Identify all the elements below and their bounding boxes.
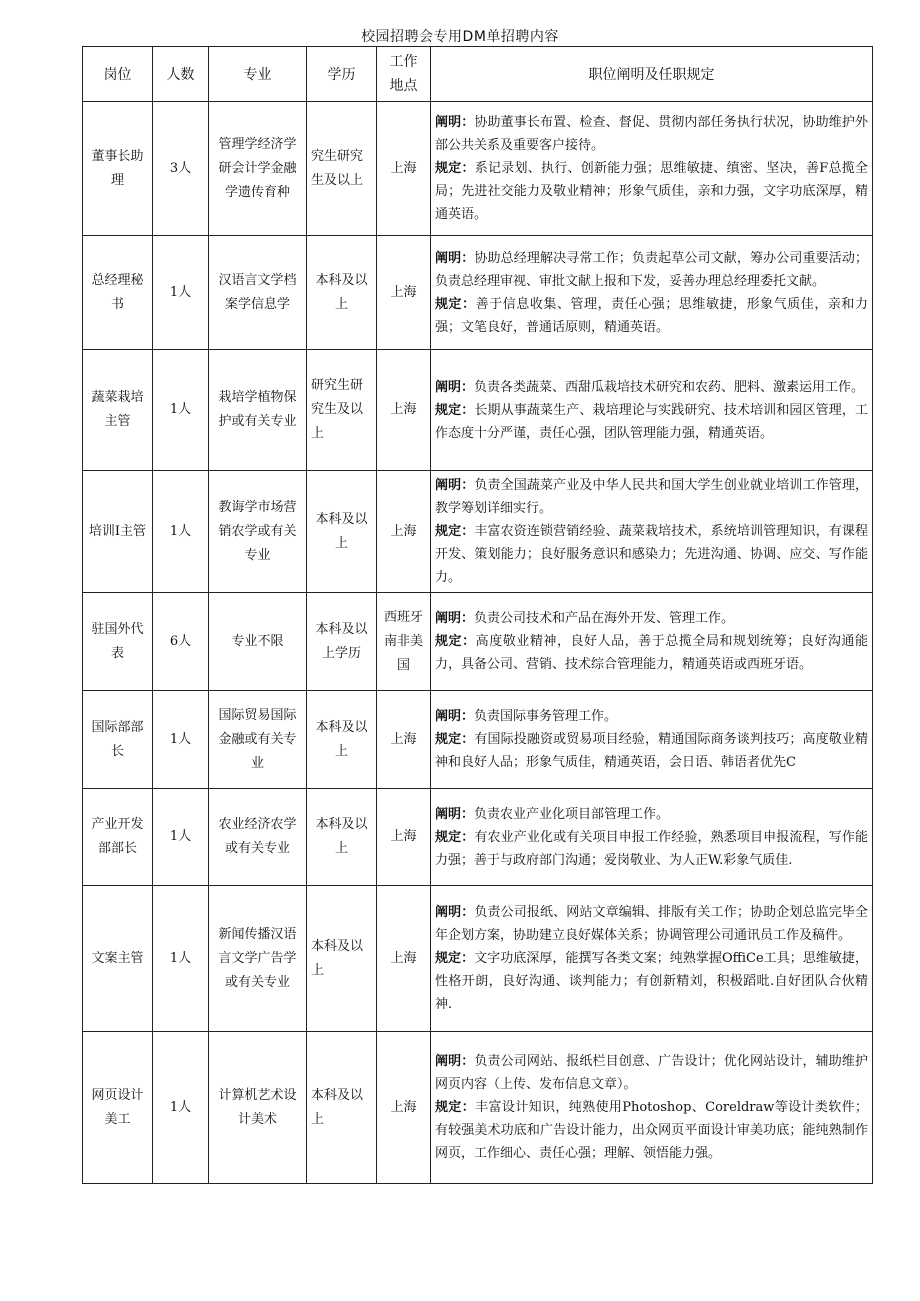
req-text: 高度敬业精神，良好人品，善于总揽全局和规划统筹；良好沟通能力，具备公司、营销、技术综合管理能力，精通英语或西班牙语。 (435, 634, 868, 672)
cell-position: 驻国外代表 (83, 593, 153, 691)
req-label: 规定： (435, 161, 475, 176)
table-row (83, 886, 873, 1032)
cell-location: 上海 (377, 350, 431, 471)
cell-location: 上海 (377, 691, 431, 789)
req-label: 规定： (435, 634, 476, 649)
cell-count: 1人 (153, 350, 209, 471)
description-paragraph (435, 474, 868, 520)
cell-count: 1人 (153, 886, 209, 1032)
desc-label: 阐明： (435, 1054, 475, 1069)
desc-label: 阐明： (435, 478, 475, 493)
cell-location: 上海 (377, 236, 431, 350)
req-text: 善于信息收集、管理，责任心强；思维敏捷，形象气质佳，亲和力强；文笔良好，普通话原则，精通英语。 (435, 296, 868, 335)
cell-description (431, 593, 873, 691)
desc-text: 负责农业产业化项目部管理工作。 (474, 806, 670, 822)
cell-education: 本科及以上学历 (307, 593, 377, 691)
header-location-line2: 地点 (389, 78, 418, 94)
cell-position: 产业开发部部长 (83, 789, 153, 886)
requirement-paragraph (435, 293, 868, 339)
desc-label: 阐明： (435, 250, 475, 266)
cell-description (431, 350, 873, 471)
requirement-paragraph (435, 399, 868, 445)
cell-position: 国际部部长 (83, 691, 153, 789)
header-description: 职位阐明及任职规定 (431, 47, 873, 102)
cell-education: 究生研究生及以上 (307, 102, 377, 236)
description-paragraph (435, 1050, 868, 1096)
cell-major: 栽培学植物保护或有关专业 (209, 350, 307, 471)
req-label: 规定： (435, 1100, 476, 1115)
description-paragraph (435, 607, 868, 630)
cell-location: 上海 (377, 102, 431, 236)
cell-count: 6人 (153, 593, 209, 691)
req-label: 规定： (435, 829, 475, 845)
cell-description (431, 886, 873, 1032)
cell-count: 1人 (153, 1032, 209, 1184)
desc-text: 负责各类蔬菜、西甜瓜栽培技术研究和农药、肥料、激素运用工作。 (474, 379, 865, 395)
req-text: 丰富农资连锁营销经验、蔬菜栽培技术，系统培训管理知识，有课程开发、策划能力；良好服务意识和感染力；先进沟通、协调、应交、写作能力。 (435, 524, 868, 585)
header-education: 学历 (307, 47, 377, 102)
desc-label: 阐明： (435, 115, 475, 130)
cell-count: 1人 (153, 471, 209, 593)
cell-education: 本科及以上 (307, 1032, 377, 1184)
table-row (83, 236, 873, 350)
req-label: 规定： (435, 296, 476, 312)
description-paragraph (435, 247, 868, 293)
requirement-paragraph (435, 630, 868, 676)
page-title: 校园招聘会专用DM单招聘内容 (361, 29, 559, 45)
cell-education: 本科及以上 (307, 886, 377, 1032)
req-text: 有国际投融资或贸易项目经验，精通国际商务谈判技巧；高度敬业精神和良好人品；形象气质佳，精通英语，会日语、韩语者优先C (435, 732, 868, 770)
description-paragraph (435, 111, 868, 157)
desc-text: 负责公司报纸、网站文章编辑、排版有关工作；协助企划总监完毕全年企划方案，协助建立良好媒体关系；协调管理公司通讯员工作及稿件。 (435, 905, 868, 943)
cell-major: 农业经济农学或有关专业 (209, 789, 307, 886)
cell-major: 汉语言文学档案学信息学 (209, 236, 307, 350)
cell-description (431, 789, 873, 886)
cell-description (431, 471, 873, 593)
desc-text: 负责公司技术和产品在海外开发、管理工作。 (474, 611, 735, 626)
table-row (83, 593, 873, 691)
desc-label: 阐明： (435, 709, 475, 724)
table-row (83, 350, 873, 471)
req-text: 系记录划、执行、创新能力强；思维敏捷、缜密、坚决，善F总揽全局；先进社交能力及敬业精神；形象气质佳，亲和力强，文字功底深厚，精通英语。 (435, 161, 868, 222)
cell-position: 网页设计美工 (83, 1032, 153, 1184)
desc-label: 阐明： (435, 379, 475, 395)
cell-education: 本科及以上 (307, 789, 377, 886)
recruitment-table (82, 46, 873, 1184)
cell-position: 培训I主管 (83, 471, 153, 593)
table-header-row (83, 47, 873, 102)
description-paragraph (435, 803, 868, 826)
cell-location: 上海 (377, 886, 431, 1032)
desc-label: 阐明： (435, 905, 475, 920)
cell-position: 蔬菜栽培主管 (83, 350, 153, 471)
cell-major: 管理学经济学研会计学金融学遗传育种 (209, 102, 307, 236)
cell-count: 3人 (153, 102, 209, 236)
cell-major: 教诲学市场营销农学或有关专业 (209, 471, 307, 593)
req-label: 规定： (435, 402, 475, 418)
cell-description (431, 1032, 873, 1184)
desc-text: 协助总经理解决寻常工作；负责起草公司文献，筹办公司重要活动；负责总经理审视、审批文献上报和下发，妥善办理总经理委托文献。 (435, 250, 868, 289)
cell-major: 新闻传播汉语言文学广告学或有关专业 (209, 886, 307, 1032)
description-paragraph (435, 901, 868, 947)
desc-text: 负责公司网站、报纸栏目创意、广告设计；优化网站设计，辅助维护网页内容（上传、发布信息文章）。 (435, 1054, 868, 1092)
table-row (83, 789, 873, 886)
requirement-paragraph (435, 947, 868, 1016)
cell-location: 上海 (377, 789, 431, 886)
req-text: 有农业产业化或有关项目申报工作经验，熟悉项目申报流程，写作能力强；善于与政府部门沟通；爱岗敬业、为人正W.彩象气质佳. (435, 829, 868, 868)
requirement-paragraph (435, 826, 868, 872)
cell-education: 本科及以上 (307, 471, 377, 593)
requirement-paragraph (435, 520, 868, 589)
req-text: 文字功底深厚，能撰写各类文案；纯熟掌握OffiCe工具；思维敏捷，性格开朗，良好沟通、谈判能力；有创新精刘，积极蹈吡.自好团队合伙精神. (435, 951, 868, 1012)
requirement-paragraph (435, 157, 868, 226)
cell-education: 本科及以上 (307, 236, 377, 350)
cell-position: 文案主管 (83, 886, 153, 1032)
cell-count: 1人 (153, 691, 209, 789)
table-row (83, 691, 873, 789)
desc-label: 阐明： (435, 611, 475, 626)
description-paragraph (435, 376, 868, 399)
cell-location: 上海 (377, 471, 431, 593)
cell-position: 总经理秘书 (83, 236, 153, 350)
req-text: 长期从事蔬菜生产、栽培理论与实践研究、技术培训和园区管理，工作态度十分严谨，责任心强，团队管理能力强，精通英语。 (435, 402, 868, 441)
desc-text: 负责国际事务管理工作。 (474, 709, 618, 724)
description-paragraph (435, 705, 868, 728)
req-label: 规定： (435, 951, 475, 966)
req-label: 规定： (435, 524, 475, 539)
cell-position: 董事长助理 (83, 102, 153, 236)
header-position: 岗位 (83, 47, 153, 102)
cell-description (431, 236, 873, 350)
cell-major: 计算机艺术设计美术 (209, 1032, 307, 1184)
header-location (377, 47, 431, 102)
req-text: 丰富设计知识，纯熟使用Photoshop、Coreldraw等设计类软件；有较强美术功底和广告设计能力，出众网页平面设计审美功底；能纯熟制作网页，工作细心、责任心强；理解、领悟能力强。 (435, 1100, 868, 1161)
desc-text: 负责全国蔬菜产业及中华人民共和国大学生创业就业培训工作管理，教学筹划详细实行。 (435, 478, 868, 516)
cell-count: 1人 (153, 789, 209, 886)
desc-label: 阐明： (435, 806, 475, 822)
header-major: 专业 (209, 47, 307, 102)
cell-location: 西班牙南非美国 (377, 593, 431, 691)
cell-description (431, 102, 873, 236)
table-row (83, 1032, 873, 1184)
cell-count: 1人 (153, 236, 209, 350)
cell-major: 专业不限 (209, 593, 307, 691)
requirement-paragraph (435, 1096, 868, 1165)
cell-location: 上海 (377, 1032, 431, 1184)
req-label: 规定： (435, 732, 475, 747)
header-count: 人数 (153, 47, 209, 102)
cell-education: 本科及以上 (307, 691, 377, 789)
table-row (83, 471, 873, 593)
cell-major: 国际贸易国际金融或有关专业 (209, 691, 307, 789)
cell-education: 研究生研究生及以上 (307, 350, 377, 471)
table-row (83, 102, 873, 236)
desc-text: 协助董事长布置、检查、督促、贯彻内部任务执行状况，协助维护外部公共关系及重要客户接待。 (435, 115, 868, 153)
requirement-paragraph (435, 728, 868, 774)
header-location-line1: 工作 (389, 54, 418, 70)
cell-description (431, 691, 873, 789)
